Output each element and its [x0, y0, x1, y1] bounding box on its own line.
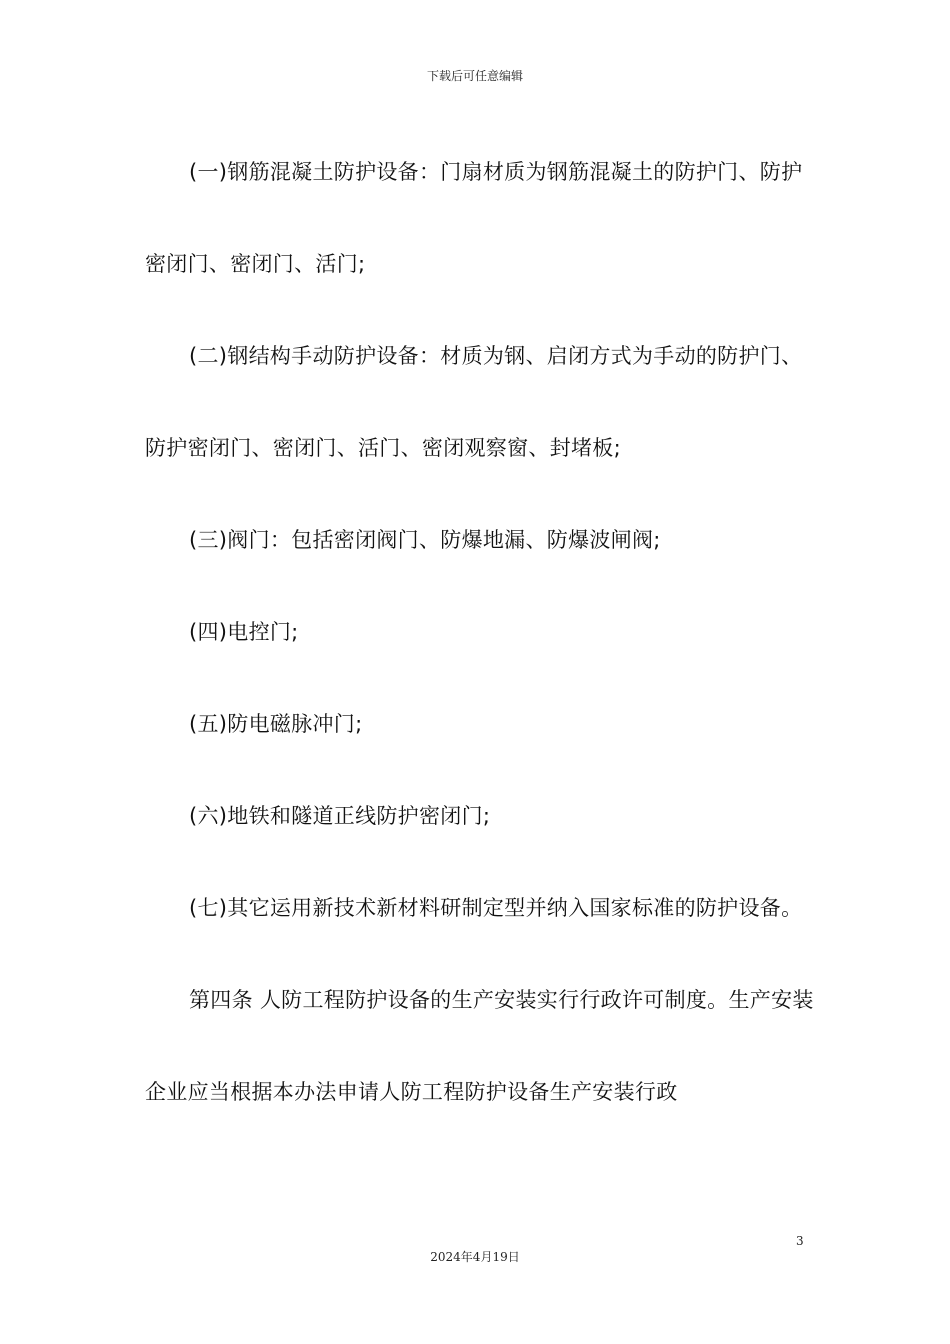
paragraph-5: (五)防电磁脉冲门;	[189, 712, 363, 736]
paragraph-6: (六)地铁和隧道正线防护密闭门;	[189, 804, 491, 828]
paragraph-7: (七)其它运用新技术新材料研制定型并纳入国家标准的防护设备。	[189, 896, 803, 920]
paragraph-4: (四)电控门;	[189, 620, 299, 644]
document-body	[145, 126, 817, 1138]
paragraph-2: (二)钢结构手动防护设备：材质为钢、启闭方式为手动的防护门、防护密闭门、密闭门、活门、密闭观察窗、封堵板;	[145, 344, 803, 460]
paragraph-8: 第四条 人防工程防护设备的生产安装实行行政许可制度。生产安装企业应当根据本办法申请人防工程防护设备生产安装行政	[145, 988, 814, 1104]
footer-date: 2024年4月19日	[430, 1250, 520, 1264]
page-number: 3	[796, 1234, 804, 1248]
page-header-note: 下载后可任意编辑	[426, 69, 523, 83]
paragraph-1: (一)钢筋混凝土防护设备：门扇材质为钢筋混凝土的防护门、防护密闭门、密闭门、活门;	[145, 160, 803, 276]
paragraph-3: (三)阀门：包括密闭阀门、防爆地漏、防爆波闸阀;	[189, 528, 661, 552]
